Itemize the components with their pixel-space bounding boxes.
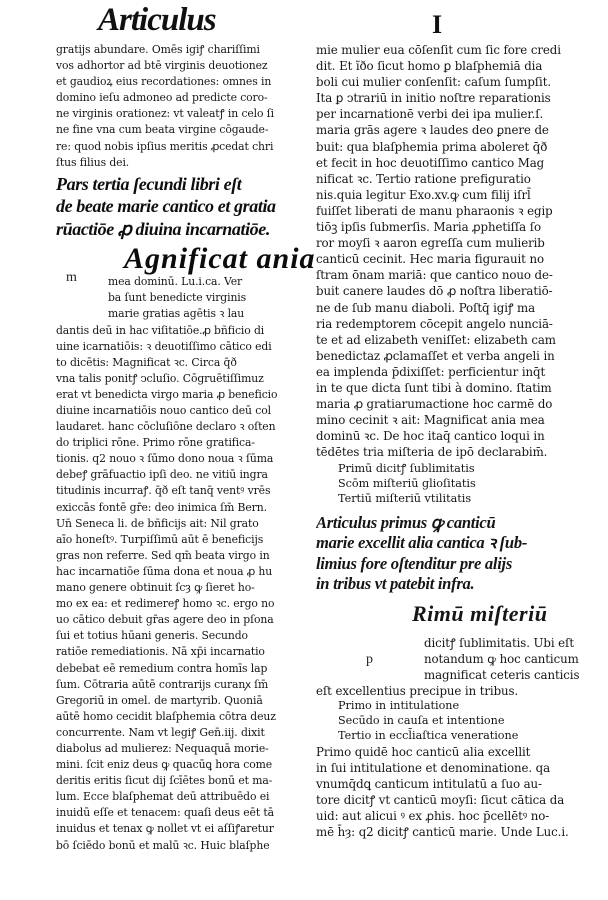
text-line: ſtram ōnam mariā: que cantico nouo de- (316, 268, 553, 283)
text-line: titudinis incurraꝭ. q̄ð eſt tanq̄ ventꝰ vrēs (56, 484, 271, 498)
text-line: vna talis ponitꝭ ↄcluſio. Cōgruētiſſimuz (56, 371, 264, 385)
text-line: ratiōe remediationis. Nā xp̄i incarnatio (56, 645, 265, 659)
right-bottom-text (316, 744, 604, 841)
part-heading-line: Pars tertia ſecundi libri eſt (56, 173, 242, 194)
left-column (56, 42, 316, 854)
text-line: mano genere obtinuit ſcȝ ꝙ ſieret ho- (56, 581, 255, 595)
text-line: ne virginis orationez: vt valeatꝭ in celo ſi (56, 107, 275, 121)
text-line: mie mulier eua cōſenſit cum ſic fore credi (316, 43, 561, 57)
text-line: dantis deū in hac viſitatiōe.ꝓ bñficio di (56, 323, 265, 337)
mysteries-list (316, 462, 604, 506)
text-line: tore dicitꝭ vt canticū moyſi: ſicut cātica da (316, 792, 565, 807)
text-line: Primo quidē hoc canticū alia excellit (316, 744, 531, 759)
text-line: mino cecinit ꝛ ait: Magnificat ania mea (316, 413, 545, 428)
text-line: fuiſſet liberati de manu pharaonis ꝛ egip (316, 203, 553, 218)
text-line: lum. Ecce blaſphemat deū attribuēdo ei (56, 790, 270, 804)
article-heading (316, 513, 604, 595)
text-line: dicitꝭ ſublimitatis. Ubi eſt (424, 635, 574, 650)
text-line: do triplici rōne. Primo rōne gratifica- (56, 436, 255, 450)
text-line: tionis. q2 nouo ꝛ ſūmo dono noua ꝛ ſūma (56, 452, 274, 466)
text-line: uid: aut alicui ꝰ ex ꝓhis. hoc p̄cellētꝰ no- (316, 808, 550, 823)
point-item: Tertio in eccl̄iaſtica veneratione (338, 728, 519, 742)
point-item: Primo in intitulatione (338, 699, 460, 713)
mystery-item: Scōm miſteriū glioſitatis (338, 477, 476, 491)
text-line: Ita ꝑ ↄtrariū in initio noſtre reparationis (316, 91, 551, 106)
text-line: et gaudioꝝ eius recordationes: omnes in (56, 75, 272, 89)
right-top-text (316, 42, 604, 460)
text-line: dominū ꝛc. De hoc itaq̄ cantico loqui in (316, 429, 545, 444)
text-line: debeꝭ grāfuactio ipſi deo. ne vitiū ingra (56, 468, 268, 482)
text-line: ne de ſub manu diaboli. Poſtq̄ igiꝭ ma (316, 300, 536, 315)
text-line: te et ad elizabeth veniſſet: elizabeth cam (316, 332, 556, 347)
text-line: tiōꝫ ipſis ſubmerſis. Maria ꝓphetiſſa ſo (316, 220, 542, 235)
text-line: ria redemptorem cōcepit angelo nunciā- (316, 316, 553, 331)
text-line: ſum. Cōtraria aūtē contrarijs curanꭗ ſm̄ (56, 677, 269, 691)
text-line: magnificat ceteris canticis (424, 668, 580, 683)
point-item: Secūdo in cauſa et intentione (338, 714, 505, 727)
text-line: buit canere laudes dō ꝓ noſtra liberatiō- (316, 284, 553, 299)
part-heading (56, 173, 304, 241)
text-line: aūtē homo cecidit blaſphemia cōtra deuz (56, 709, 276, 723)
right-column (316, 42, 604, 840)
text-line: debebat eē remedium contra homīs lap (56, 661, 268, 675)
text-line: diuine incarnatiōis nouo cantico deū col (56, 404, 271, 417)
text-line: deritis eritis ſicut dij ſcīētes bonū et ma- (56, 774, 273, 788)
incipit: Agnificat ania (124, 242, 316, 276)
text-line: ſtus filius dei. (56, 155, 130, 169)
text-line: re: quod nobis ipſius meritis ꝓcedat chri (56, 139, 274, 153)
text-line: ne fine vna cum beata virgine cōgaude- (56, 123, 269, 137)
text-line: eſt excellentius precipue in tribus. (316, 684, 519, 699)
left-body (56, 323, 304, 854)
text-line: in ſui intitulatione et denominatione. qa (316, 760, 551, 775)
text-line: maria grās agere ꝛ laudes deo ꝑnere de (316, 123, 549, 138)
text-line: hac incarnatiōe ſūma dona et noua ꝓ hu (56, 564, 273, 578)
text-line: ea implenda p̄dixiſſet: perficientur inq̄t (316, 364, 546, 379)
text-line: per incarnationē verbi dei ipa mulier.ſ. (316, 107, 544, 122)
guide-letter: m (66, 270, 77, 285)
text-line: uo cātico debuit gr̄as agere deo in pſona (56, 613, 274, 627)
guide-letter: p (366, 652, 373, 667)
incipit-row (56, 242, 316, 276)
text-line: mē h̄ȝ: q2 dicitꝭ canticū marie. Unde Luc.i. (316, 825, 569, 840)
text-line: nis.quia legitur Exo.xv.ꝙ cum filij iſrl̄ (316, 187, 531, 202)
text-line: exiccās fontē gr̄e: deo inimica ſm̄ Bern. (56, 500, 267, 514)
running-head: Articulus (98, 2, 216, 38)
text-line: et fecit in hoc deuotiſſimo cantico Mag (316, 155, 545, 170)
rubric-heading: Rimū miſteriū (412, 600, 548, 626)
text-line: mini. ſcit eniz deus ꝙ quacūꝗ hora come (56, 758, 273, 772)
text-line: buit: qua blaſphemia prima aboleret q̄ð (316, 139, 548, 154)
rubric-row (316, 601, 604, 635)
text-line: domino ieſu admoneo ad predicte coro- (56, 91, 268, 105)
text-line: inuidū eſſe et tenacem: quaſi deus eēt tā (56, 806, 274, 820)
part-heading-line: rūactiōe ꝓ diuina incarnatiōe. (56, 218, 270, 239)
article-heading-line: in tribus vt patebit infra. (316, 574, 475, 594)
text-line: tēdētes tria miſteria de ipō declarabim̄. (316, 445, 548, 460)
text-line: vnumq̄dꝗ canticum intitulatū a ſuo au- (316, 776, 542, 791)
text-line: ror moyſi ꝛ aaron egreſſa cum mulierib (316, 236, 545, 251)
folio-number: I (432, 10, 443, 39)
text-line: ba ſunt benedicte virginis (108, 291, 247, 305)
text-line: maria ꝓ gratiarumactione hoc carmē do (316, 397, 553, 412)
text-line: concurrente. Nam vt legiꝭ Gen̄.iij. dixit (56, 725, 265, 739)
text-line: gratijs abundare. Omēs igiꝭ chariſſimi (56, 43, 260, 56)
text-line: mo ex ea: et redimereꝭ homo ꝛc. ergo no (56, 597, 275, 611)
text-line: diabolus ad mulierez: Nequaquā morie- (56, 741, 269, 755)
mystery-item: Primū dicitꝭ ſublimitatis (338, 462, 475, 476)
mystery-item: Tertiū miſteriū vtilitatis (338, 492, 472, 506)
text-line: notandum ꝙ hoc canticum (424, 651, 579, 666)
text-line: in te que dicta ſunt tibi à domino. ſtatim (316, 380, 552, 395)
text-line: nificat ꝛc. Tertio ratione prefiguratio (316, 171, 531, 186)
text-line: vos adhortor ad btē virginis deuotionez (56, 59, 268, 73)
text-line: inuidus et tenax ꝙ nollet vt ei aſſiꝭaretur (56, 822, 274, 836)
part-heading-line: de beate marie cantico et gratia (56, 196, 276, 217)
text-line: ſui et totius hūani generis. Secundo (56, 629, 248, 643)
text-line: uine icarnatiōis: ꝛ deuotiſſimo cātico edi (56, 339, 272, 353)
text-line: dit. Et ĩðo ſicut homo ꝑ blaſphemiā dia (316, 59, 543, 74)
text-line: Gregoriū in omel. de martyrib. Quoniā (56, 693, 263, 707)
article-heading-line: Articulus primus ꝙ canticū (316, 512, 496, 532)
text-line: Un̄ Seneca li. de bñficijs ait: Nil grato (56, 516, 259, 530)
text-line: marie gratias agētis ꝛ lau (108, 307, 245, 321)
text-line: bō ſciēdo bonū et malū ꝛc. Huic blaſphe (56, 838, 270, 852)
text-line: mea dominū. Lu.i.ca. Ver (108, 275, 243, 289)
article-heading-line: limius fore oſtenditur pre alijs (316, 553, 512, 573)
text-line: gras non referre. Sed qm̄ beata virgo in (56, 548, 270, 562)
text-line: to dicētis: Magnificat ꝛc. Circa q̄ð (56, 355, 237, 369)
text-line: aīo honeſtꝰ. Turpiſſimū aūt ē beneficijs (56, 532, 264, 546)
text-line: erat vt benedicta virgo maria ꝓ beneficio (56, 387, 278, 401)
text-line: boli cui mulier conſenſit: caſum ſumpſit. (316, 75, 552, 90)
text-line: laudaret. hanc cōcluſiōne declaro ꝛ oſten (56, 420, 276, 434)
article-heading-line: marie excellit alia cantica ꝛ ſub- (316, 533, 528, 553)
text-line: canticū cecinit. Hec maria figurauit no (316, 252, 544, 267)
text-line: benedictaz ꝓclamaſſet et verba angeli in (316, 348, 555, 363)
